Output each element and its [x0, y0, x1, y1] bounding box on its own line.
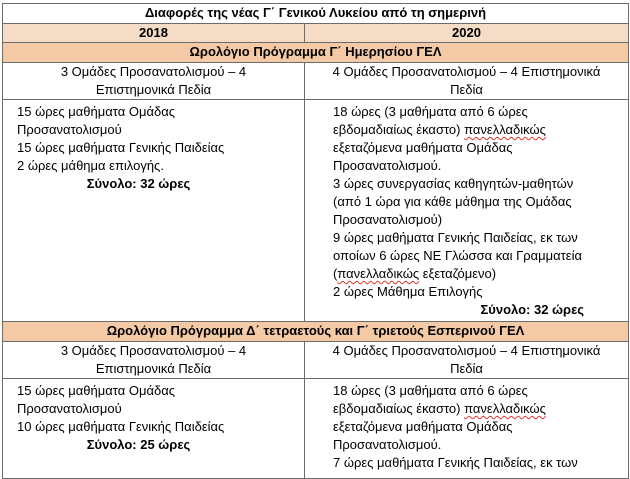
detail-line: [333, 382, 624, 400]
spellcheck-underlined-word: πανελλαδικώς: [464, 122, 546, 137]
section2-2018-total: Σύνολο: 25 ώρες: [86, 437, 191, 452]
detail-line: 15 ώρες μαθήματα Ομάδας: [17, 104, 175, 119]
detail-line: [333, 229, 624, 247]
line-text: (: [333, 266, 338, 281]
section1-heading: Ωρολόγιο Πρόγραμμα Γ΄ Ημερησίου ΓΕΛ: [3, 43, 629, 63]
detail-line: Προσανατολισμού: [17, 401, 122, 416]
detail-line: [333, 121, 624, 139]
year-2018-header: 2018: [3, 24, 305, 43]
line-text: εξεταζόμενα μαθήματα Ομάδας: [333, 419, 513, 434]
section1-2018-details: [3, 100, 305, 322]
section2-orientation-2020: [305, 342, 629, 379]
section2-orientation-2018: [3, 342, 305, 379]
detail-line: [333, 211, 624, 229]
orientation-line: Επιστημονικά Πεδία: [95, 361, 212, 376]
section1-2020-lines: [333, 103, 624, 301]
spellcheck-underlined-word: πανελλαδικώς: [337, 266, 420, 281]
detail-line: [333, 418, 624, 436]
detail-line: [333, 193, 624, 211]
section1-orientation-2020: [305, 63, 629, 100]
orientation-line: Πεδία: [450, 82, 483, 97]
line-text: Προσανατολισμού.: [333, 158, 442, 173]
orientation-line: Επιστημονικά Πεδία: [95, 82, 212, 97]
section2-heading: Ωρολόγιο Πρόγραμμα Δ΄ τετραετούς και Γ΄ τριετούς Εσπερινού ΓΕΛ: [3, 322, 629, 342]
line-text: εβδομαδιαίως έκαστο): [333, 122, 465, 137]
year-2020-header: 2020: [305, 24, 629, 43]
detail-line: [333, 103, 624, 121]
detail-line: 2 ώρες μάθημα επιλογής.: [17, 158, 164, 173]
section1-orientation-2018: [3, 63, 305, 100]
line-text: εξεταζόμενο): [419, 266, 497, 281]
section1-2020-total: Σύνολο: 32 ώρες: [480, 302, 585, 317]
section2-2020-lines: [333, 382, 624, 472]
section2-2020-details: [305, 379, 629, 479]
line-text: οποίων 6 ώρες ΝΕ Γλώσσα και Γραμματεία: [333, 248, 582, 263]
orientation-line: 3 Ομάδες Προσανατολισμού – 4: [60, 343, 247, 358]
detail-line: 15 ώρες μαθήματα Ομάδας: [17, 383, 175, 398]
line-text: 7 ώρες μαθήματα Γενικής Παιδείας, εκ των: [333, 455, 578, 470]
section1-2020-details: [305, 100, 629, 322]
line-text: 9 ώρες μαθήματα Γενικής Παιδείας, εκ των: [333, 230, 578, 245]
orientation-line: Πεδία: [450, 361, 483, 376]
comparison-table: [2, 3, 629, 479]
line-text: 18 ώρες (3 μαθήματα από 6 ώρες: [333, 104, 528, 119]
table-title: Διαφορές της νέας Γ΄ Γενικού Λυκείου από τη σημερινή: [3, 4, 629, 24]
line-text: (από 1 ώρα για κάθε μάθημα της Ομάδας: [333, 194, 572, 209]
orientation-line: 3 Ομάδες Προσανατολισμού – 4: [60, 64, 247, 79]
section1-2018-total: Σύνολο: 32 ώρες: [86, 176, 191, 191]
line-text: 18 ώρες (3 μαθήματα από 6 ώρες: [333, 383, 528, 398]
detail-line: [333, 175, 624, 193]
line-text: 3 ώρες συνεργασίας καθηγητών-μαθητών: [333, 176, 574, 191]
detail-line: [333, 454, 624, 472]
orientation-line: 4 Ομάδες Προσανατολισμού – 4 Επιστημονικά: [332, 64, 601, 79]
detail-line: [333, 247, 624, 265]
section2-2018-details: [3, 379, 305, 479]
detail-line: [333, 400, 624, 418]
line-text: εβδομαδιαίως έκαστο): [333, 401, 465, 416]
detail-line: Προσανατολισμού: [17, 122, 122, 137]
detail-line: [333, 139, 624, 157]
line-text: εξεταζόμενα μαθήματα Ομάδας: [333, 140, 513, 155]
spellcheck-underlined-word: πανελλαδικώς: [464, 401, 546, 416]
line-text: 2 ώρες Μάθημα Επιλογής: [333, 284, 483, 299]
detail-line: 10 ώρες μαθήματα Γενικής Παιδείας: [17, 419, 225, 434]
orientation-line: 4 Ομάδες Προσανατολισμού – 4 Επιστημονικά: [332, 343, 601, 358]
detail-line: [333, 265, 624, 283]
line-text: Προσανατολισμού.: [333, 437, 442, 452]
line-text: Προσανατολισμού): [333, 212, 443, 227]
detail-line: [333, 157, 624, 175]
detail-line: [333, 436, 624, 454]
detail-line: [333, 283, 624, 301]
detail-line: 15 ώρες μαθήματα Γενικής Παιδείας: [17, 140, 225, 155]
